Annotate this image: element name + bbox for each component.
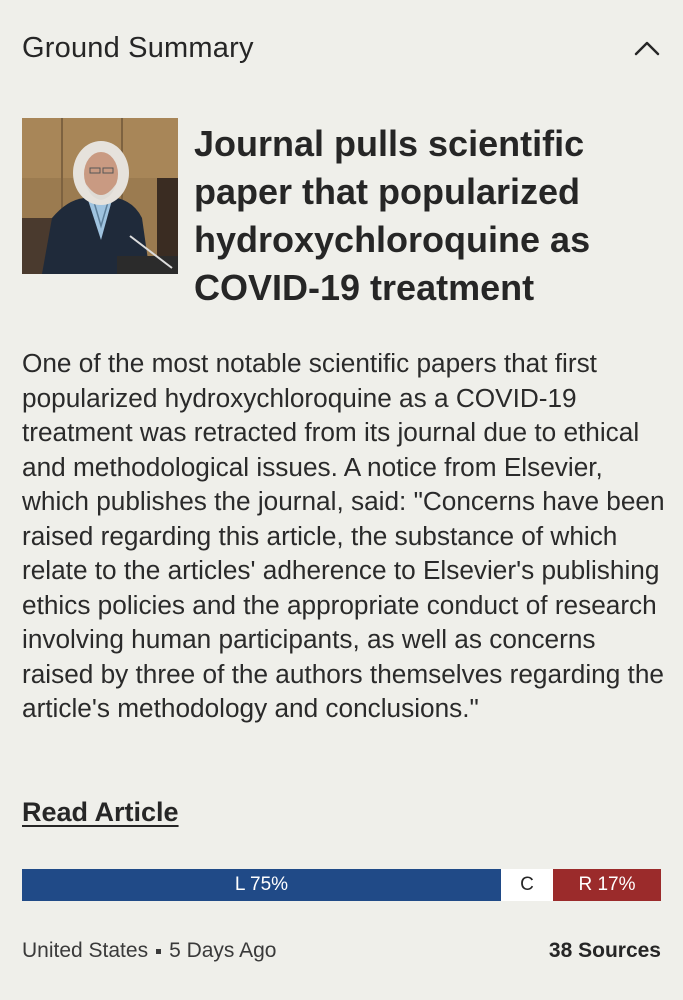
sources-count[interactable]: 38 Sources: [548, 939, 661, 962]
article-footer: [22, 936, 661, 966]
chevron-up-icon: [634, 40, 660, 56]
summary-header: [22, 26, 661, 70]
bias-center-segment: C: [501, 869, 553, 901]
article-summary: One of the most notable scientific papers that first popularized hydroxychloroquine as a COVID-19 treatment was retracted from its journal due to ethical and methodological issues. A notice from Elsevier, which publishes the journal, said: "Concerns have been raised regarding this article, the substance of which relate to the articles' adherence to Elsevier's publishing ethics policies and the appropriate conduct of research involving human participants, as well as concerns raised by three of the authors themselves regarding the article's methodology and conclusions.": [22, 348, 665, 723]
collapse-button[interactable]: [627, 28, 667, 68]
article-thumbnail[interactable]: [22, 118, 178, 274]
separator-dot: [156, 949, 161, 954]
article-headline[interactable]: Journal pulls scientific paper that popularized hydroxychloroquine as COVID-19 treatment: [194, 123, 591, 308]
location-label: United States: [22, 939, 149, 962]
person-photo: [22, 118, 178, 274]
read-article-link[interactable]: Read Article: [22, 797, 179, 827]
time-label: 5 Days Ago: [169, 939, 277, 962]
bias-distribution-bar[interactable]: [22, 869, 661, 901]
section-title: Ground Summary: [22, 31, 254, 64]
bias-left-segment: L 75%: [22, 869, 501, 901]
bias-right-segment: R 17%: [553, 869, 661, 901]
